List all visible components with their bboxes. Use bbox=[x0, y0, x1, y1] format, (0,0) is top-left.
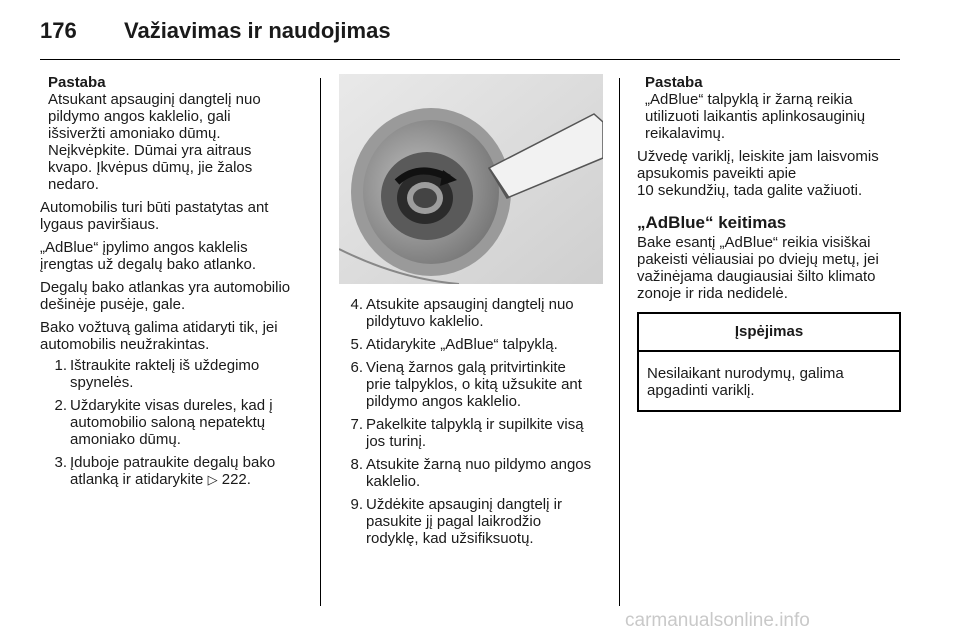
section-heading: „AdBlue“ keitimas bbox=[637, 213, 787, 232]
text-line: automobilio saloną nepatektų bbox=[70, 414, 266, 431]
text-line: automobilis neužrakintas. bbox=[40, 336, 210, 353]
list-item bbox=[43, 397, 305, 448]
text-line: pasukite jį pagal laikrodžio bbox=[366, 513, 542, 530]
text-line: apgadinti variklį. bbox=[647, 382, 755, 399]
list-item bbox=[339, 416, 607, 450]
note-line: Neįkvėpkite. Dūmai yra aitraus bbox=[48, 142, 252, 159]
text-line: rodyklę, kad užsifiksuotų. bbox=[366, 530, 534, 547]
column-right bbox=[637, 74, 901, 412]
text-line: pildymo angos kaklelio. bbox=[366, 393, 522, 410]
note-block bbox=[40, 74, 305, 193]
paragraph-unlocked bbox=[40, 319, 305, 353]
note-line: išsiveržti amoniako dūmų. bbox=[48, 125, 221, 142]
step-number: 3. bbox=[54, 454, 67, 471]
watermark: carmanualsonline.info bbox=[625, 610, 810, 631]
text-line: zonoje ir rida nedidelė. bbox=[637, 285, 788, 302]
paragraph-idle bbox=[637, 148, 901, 199]
page-header bbox=[40, 18, 900, 60]
text-line: Bako vožtuvą galima atidaryti tik, jei bbox=[40, 319, 278, 336]
step-number: 2. bbox=[54, 397, 67, 414]
note-line: reikalavimų. bbox=[645, 125, 726, 142]
paragraph-replacement bbox=[637, 234, 901, 302]
steps-list-2 bbox=[339, 296, 607, 547]
text-line: dešinėje pusėje, gale. bbox=[40, 296, 186, 313]
list-item bbox=[339, 296, 607, 330]
chapter-title: Važiavimas ir naudojimas bbox=[124, 18, 391, 43]
page-reference-icon[interactable]: ▷ bbox=[207, 472, 218, 487]
step-number: 9. bbox=[350, 496, 363, 513]
step-number: 7. bbox=[350, 416, 363, 433]
note-block bbox=[637, 74, 901, 142]
text-line: lygaus paviršiaus. bbox=[40, 216, 160, 233]
step-number: 1. bbox=[54, 357, 67, 374]
note-label: Pastaba bbox=[645, 74, 703, 91]
note-line: Atsukant apsauginį dangtelį nuo bbox=[48, 91, 261, 108]
text-line: Atsukite apsauginį dangtelį nuo bbox=[366, 296, 574, 313]
text-line: prie talpyklos, o kitą užsukite ant bbox=[366, 376, 582, 393]
warning-title: Įspėjimas bbox=[639, 314, 899, 352]
text-line: pildytuvo kaklelio. bbox=[366, 313, 484, 330]
paragraph-filler-neck bbox=[40, 239, 305, 273]
text-line: Vieną žarnos galą pritvirtinkite bbox=[366, 359, 566, 376]
list-item bbox=[339, 456, 607, 490]
list-item bbox=[43, 454, 305, 488]
column-divider-left bbox=[320, 78, 321, 606]
paragraph-fuel-flap bbox=[40, 279, 305, 313]
note-line: nedaro. bbox=[48, 176, 99, 193]
text-line: pakeisti vėliausiai po dviejų metų, jei bbox=[637, 251, 879, 268]
text-line: Automobilis turi būti pastatytas ant bbox=[40, 199, 269, 216]
step-number: 8. bbox=[350, 456, 363, 473]
note-line: kvapo. Įkvėpus dūmų, jie žalos bbox=[48, 159, 253, 176]
text-line: kaklelio. bbox=[366, 473, 421, 490]
text-line: spynelės. bbox=[70, 374, 134, 391]
text-line: jos turinį. bbox=[366, 433, 427, 450]
note-label: Pastaba bbox=[48, 74, 106, 91]
list-item bbox=[339, 496, 607, 547]
text-line: Uždarykite visas dureles, kad į bbox=[70, 397, 273, 414]
list-item bbox=[339, 359, 607, 410]
text-line: Atsukite žarną nuo pildymo angos bbox=[366, 456, 592, 473]
text-line: važinėjama daugiausiai šilto klimato bbox=[637, 268, 876, 285]
text-line: Nesilaikant nurodymų, galima bbox=[647, 365, 844, 382]
text-line: 10 sekundžių, tada galite važiuoti. bbox=[637, 182, 863, 199]
text-line: Bake esantį „AdBlue“ reikia visiškai bbox=[637, 234, 871, 251]
text-line: Užvedę variklį, leiskite jam laisvomis bbox=[637, 148, 879, 165]
text-line: Pakelkite talpyklą ir supilkite visą bbox=[366, 416, 584, 433]
warning-text bbox=[639, 352, 899, 410]
text-line: atlanką ir atidarykite bbox=[70, 471, 204, 488]
fuel-flap-illustration bbox=[339, 74, 603, 284]
header-rule bbox=[40, 59, 900, 60]
text-line: apsukomis paveikti apie bbox=[637, 165, 797, 182]
column-middle bbox=[339, 74, 607, 553]
column-divider-right bbox=[619, 78, 620, 606]
paragraph-level-surface bbox=[40, 199, 305, 233]
text-line: Ištraukite raktelį iš uždegimo bbox=[70, 357, 260, 374]
note-line: „AdBlue“ talpyklą ir žarną reikia bbox=[645, 91, 853, 108]
column-left bbox=[40, 74, 305, 494]
page-reference[interactable]: 222. bbox=[221, 471, 251, 488]
text-line: Atidarykite „AdBlue“ talpyklą. bbox=[366, 336, 558, 353]
text-line: Degalų bako atlankas yra automobilio bbox=[40, 279, 291, 296]
text-line: Uždėkite apsauginį dangtelį ir bbox=[366, 496, 562, 513]
text-line: „AdBlue“ įpylimo angos kaklelis bbox=[40, 239, 248, 256]
step-number: 6. bbox=[350, 359, 363, 376]
note-line: pildymo angos kaklelio, gali bbox=[48, 108, 231, 125]
note-line: utilizuoti laikantis aplinkosauginių bbox=[645, 108, 866, 125]
steps-list-1 bbox=[40, 357, 305, 488]
warning-box bbox=[637, 312, 901, 412]
step-number: 4. bbox=[350, 296, 363, 313]
list-item bbox=[339, 336, 607, 353]
text-line: amoniako dūmų. bbox=[70, 431, 181, 448]
step-number: 5. bbox=[350, 336, 363, 353]
text-line: įrengtas už degalų bako atlanko. bbox=[40, 256, 256, 273]
page-number: 176 bbox=[40, 18, 77, 43]
list-item bbox=[43, 357, 305, 391]
text-line: Įduboje patraukite degalų bako bbox=[70, 454, 276, 471]
